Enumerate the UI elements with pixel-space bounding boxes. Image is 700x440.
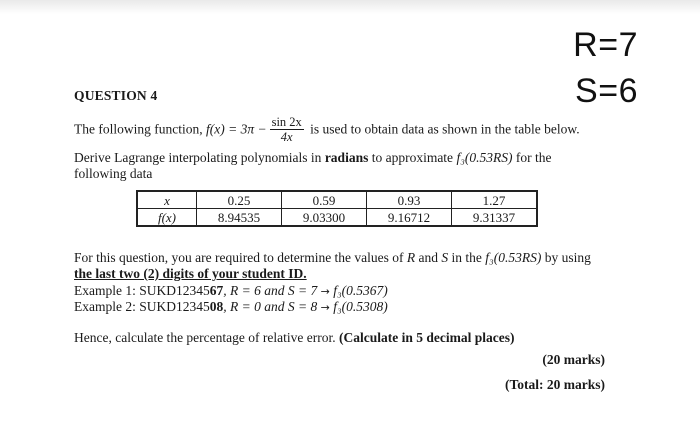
example-2 [74, 299, 388, 315]
derive-end-text: for the [515, 150, 552, 165]
example-2-result: f₃(0.5308) [333, 299, 388, 314]
top-shadow [0, 0, 700, 14]
example-2-digits: 08 [209, 299, 224, 314]
fraction-denominator: 4x [280, 130, 293, 144]
example-2-values: , R = 0 and S = 8 [223, 299, 318, 314]
fraction-numerator: sin 2x [271, 115, 302, 129]
table-cell: 9.16712 [367, 209, 452, 226]
table-row-x [138, 192, 537, 209]
table-cell: 0.59 [282, 192, 367, 209]
question-title: QUESTION 4 [74, 88, 158, 103]
var-s: S [441, 250, 449, 265]
closing-bold: (Calculate in 5 decimal places) [338, 330, 515, 345]
derive-bold-radians: radians [324, 150, 369, 165]
closing-line [74, 330, 514, 346]
derive-line [74, 150, 551, 166]
derive-post-text: to approximate [371, 150, 454, 165]
handwritten-r-note: R=7 [573, 26, 638, 64]
row-label-x: x [138, 192, 197, 209]
marks-label: (20 marks) [542, 352, 605, 367]
row-label-fx: f(x) [138, 209, 197, 226]
instruction-line-1 [74, 250, 591, 266]
table-cell: 9.03300 [282, 209, 367, 226]
arrow-icon: → [320, 285, 330, 298]
total-marks-label: (Total: 20 marks) [505, 377, 605, 392]
derive-line-2: following data [74, 166, 153, 181]
example-1-digits: 67 [209, 283, 224, 298]
table-row-fx [138, 209, 537, 226]
function-lhs: f(x) = 3π − [205, 121, 267, 137]
table-cell: 8.94535 [197, 209, 282, 226]
instruction-and: and [418, 250, 439, 265]
example-1 [74, 283, 388, 299]
function-line [74, 116, 580, 145]
example-1-values: , R = 6 and S = 7 [223, 283, 318, 298]
data-table [137, 191, 537, 226]
function-fraction [270, 115, 304, 144]
example-2-prefix: Example 2: SUKD12345 [74, 299, 210, 314]
var-r: R [406, 250, 416, 265]
instruction-line-2: the last two (2) digits of your student ID. [74, 266, 307, 281]
example-1-prefix: Example 1: SUKD12345 [74, 283, 210, 298]
example-1-result: f₃(0.5367) [333, 283, 388, 298]
instruction-in-the: in the [451, 250, 482, 265]
closing-text: Hence, calculate the percentage of relative error. [74, 330, 336, 345]
derive-text: Derive Lagrange interpolating polynomials in [74, 150, 322, 165]
table-cell: 0.25 [197, 192, 282, 209]
instruction-text: For this question, you are required to determine the values of [74, 250, 404, 265]
table-cell: 0.93 [367, 192, 452, 209]
table-cell: 9.31337 [452, 209, 537, 226]
instruction-by-using: by using [544, 250, 591, 265]
handwritten-s-note: S=6 [575, 72, 638, 110]
intro-text: The following function, [74, 121, 203, 137]
arrow-icon: → [320, 301, 330, 314]
table-cell: 1.27 [452, 192, 537, 209]
intro-post-text: is used to obtain data as shown in the table below. [310, 121, 580, 137]
instruction-func: f₃(0.53RS) [485, 250, 542, 265]
derive-target: f₃(0.53RS) [456, 150, 513, 165]
